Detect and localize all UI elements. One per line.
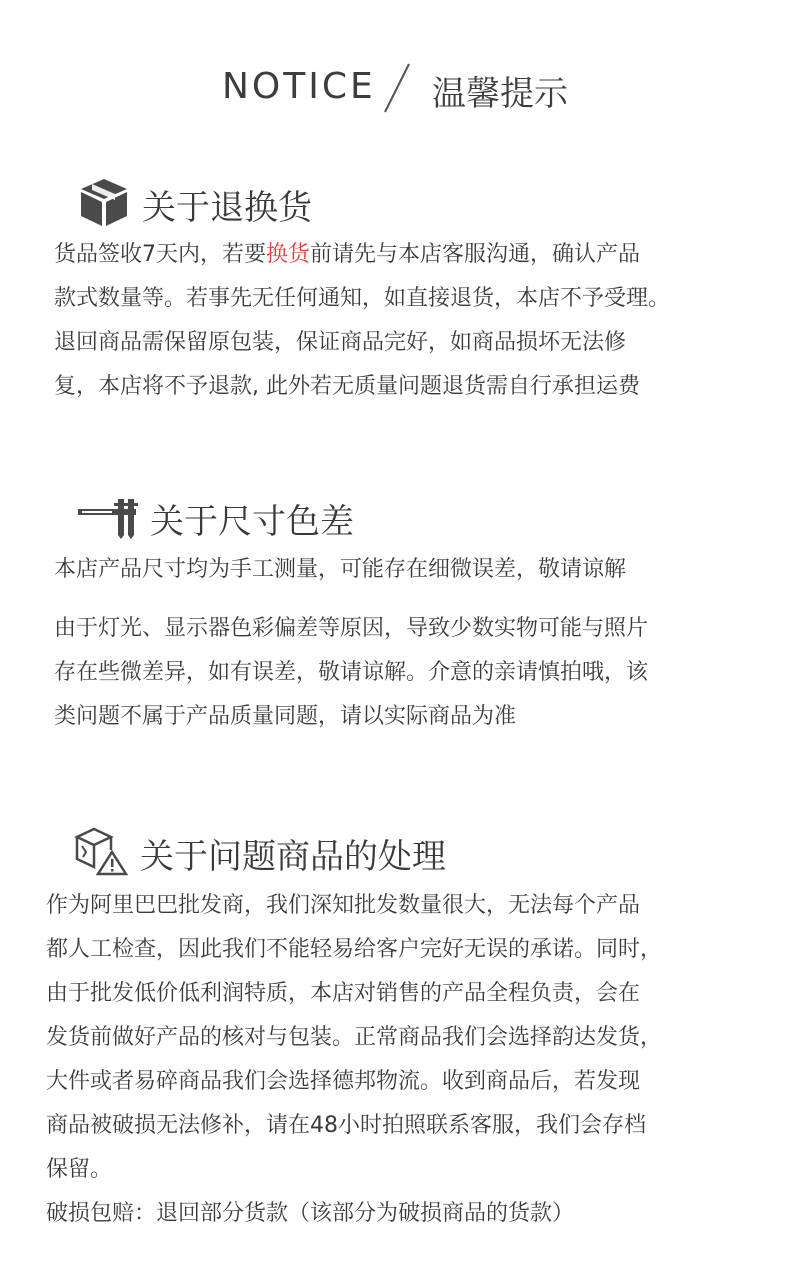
returns-paragraph: [54, 233, 670, 409]
section-title-label: 关于问题商品的处理: [140, 836, 446, 877]
text-line: 类问题不属于产品质量同题，请以实际商品为准: [54, 704, 517, 729]
text-line: 由于批发低价低利润特质，本店对销售的产品全程负责，会在: [46, 981, 641, 1006]
size-note-line: [54, 548, 626, 592]
text-line: 货品签收7天内，若要换货前请先与本店客服沟通，确认产品: [54, 242, 641, 267]
divider-slash: [383, 62, 411, 114]
caliper-icon: [78, 495, 138, 543]
text-line: 破损包赔：退回部分货款（该部分为破损商品的货款）: [46, 1201, 575, 1226]
text-line: 都人工检查，因此我们不能轻易给客户完好无误的承诺。同时，: [46, 937, 663, 962]
notice-title-en: NOTICE: [222, 66, 376, 107]
text-line: 发货前做好产品的核对与包装。正常商品我们会选择韵达发货，: [46, 1025, 663, 1050]
highlight-exchange: 换货: [266, 242, 311, 267]
section-title-size: [78, 494, 354, 543]
defects-paragraph: [46, 884, 662, 1236]
text-line: 商品被破损无法修补，请在48小时拍照联系客服，我们会存档: [46, 1113, 646, 1138]
text-line: 由于灯光、显示器色彩偏差等原因，导致少数实物可能与照片: [54, 616, 649, 641]
text-line: 存在些微差异，如有误差，敬请谅解。介意的亲请慎拍哦，该: [54, 660, 649, 685]
text-line: 本店产品尺寸均为手工测量，可能存在细微误差，敬请谅解: [54, 557, 627, 582]
text-line: 大件或者易碎商品我们会选择德邦物流。收到商品后，若发现: [46, 1069, 641, 1094]
section-title-label: 关于尺寸色差: [150, 502, 354, 542]
text-line: 款式数量等。若事先无任何通知，如直接退货，本店不予受理。: [54, 286, 671, 311]
section-title-defects: [74, 826, 446, 880]
notice-title-zh: 温馨提示: [432, 74, 568, 114]
notice-header: [0, 58, 790, 118]
size-paragraph: [54, 607, 648, 739]
damaged-box-warning-icon: [74, 826, 128, 880]
section-title-returns: [78, 176, 312, 232]
text-line: 复，本店将不予退款, 此外若无质量问题退货需自行承担运费: [54, 374, 640, 399]
text-line: 保留。: [46, 1157, 113, 1182]
box-icon: [78, 176, 130, 232]
text-line: 退回商品需保留原包装，保证商品完好，如商品损坏无法修: [54, 330, 627, 355]
section-title-label: 关于退换货: [142, 187, 312, 228]
text-line: 作为阿里巴巴批发商，我们深知批发数量很大，无法每个产品: [46, 893, 641, 918]
